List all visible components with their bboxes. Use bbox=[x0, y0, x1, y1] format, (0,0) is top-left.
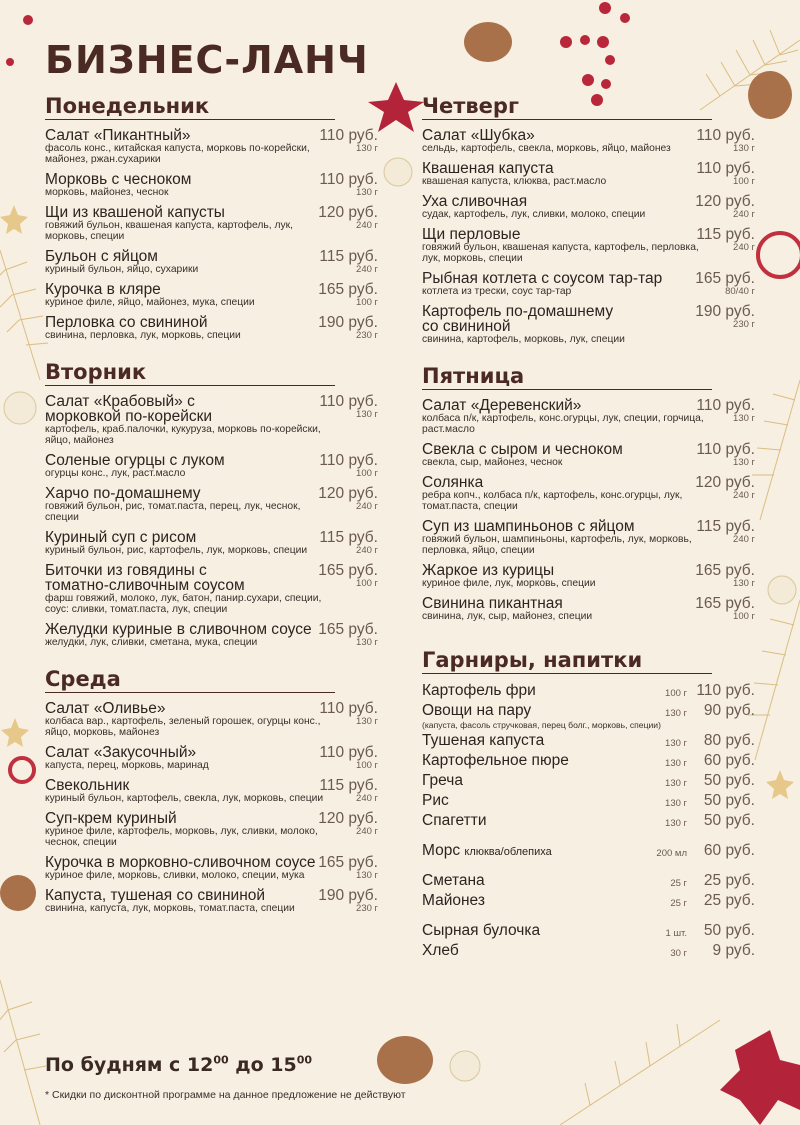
dish-weight: 240 г bbox=[356, 545, 378, 556]
dish-description: сельдь, картофель, свекла, морковь, яйцо, майонез bbox=[422, 143, 671, 154]
dish-weight: 230 г bbox=[356, 330, 378, 341]
dish-name: Салат «Шубка» bbox=[422, 127, 535, 144]
menu-item bbox=[422, 398, 757, 435]
menu-list bbox=[45, 120, 380, 341]
menu-item bbox=[45, 205, 380, 242]
menu-item bbox=[422, 128, 757, 154]
day-section-monday bbox=[45, 94, 380, 341]
dish-price: 165 руб. bbox=[695, 270, 755, 287]
dish-weight: 100 г bbox=[733, 176, 755, 187]
dish-price: 110 руб. bbox=[319, 393, 378, 410]
dish-name: Куриный суп с рисом bbox=[45, 529, 197, 546]
dish-price: 110 руб. bbox=[696, 127, 755, 144]
side-price: 25 руб. bbox=[703, 872, 755, 889]
dish-name: Капуста, тушеная со свининой bbox=[45, 887, 266, 904]
dish-price: 120 руб. bbox=[318, 204, 378, 221]
dish-weight: 240 г bbox=[356, 501, 378, 512]
side-item bbox=[422, 922, 757, 942]
dish-description: свинина, перловка, лук, морковь, специи bbox=[45, 330, 241, 341]
dish-description: колбаса п/к, картофель, конс.огурцы, лук, специи, горчица, раст.масло bbox=[422, 413, 704, 435]
menu-item bbox=[45, 486, 380, 523]
dish-name: Салат «Крабовый» с морковкой по-корейски bbox=[45, 393, 213, 425]
side-price: 50 руб. bbox=[703, 812, 755, 829]
dish-weight: 240 г bbox=[733, 209, 755, 220]
dish-description: куриный бульон, картофель, свекла, лук, морковь, специи bbox=[45, 793, 324, 804]
menu-item bbox=[45, 563, 380, 615]
side-item bbox=[422, 752, 757, 772]
menu-item bbox=[422, 563, 757, 589]
menu-item bbox=[422, 596, 757, 622]
menu-item bbox=[45, 778, 380, 804]
side-name: Рис bbox=[422, 792, 449, 809]
dish-description: котлета из трески, соус тар-тар bbox=[422, 286, 572, 297]
side-item bbox=[422, 732, 757, 752]
dish-price: 120 руб. bbox=[318, 810, 378, 827]
dish-weight: 240 г bbox=[356, 826, 378, 837]
menu-item bbox=[45, 128, 380, 165]
dish-name: Свинина пикантная bbox=[422, 595, 563, 612]
side-weight: 200 мл bbox=[656, 848, 687, 859]
dish-weight: 240 г bbox=[733, 242, 755, 253]
dish-price: 115 руб. bbox=[319, 777, 378, 794]
day-section-thursday bbox=[422, 94, 757, 345]
menu-list bbox=[422, 120, 757, 345]
dish-weight: 230 г bbox=[733, 319, 755, 330]
menu-item bbox=[422, 194, 757, 220]
dish-name: Рыбная котлета с соусом тар-тар bbox=[422, 270, 663, 287]
day-section-tuesday bbox=[45, 360, 380, 648]
dish-name: Квашеная капуста bbox=[422, 160, 554, 177]
dish-name: Щи из квашеной капусты bbox=[45, 204, 225, 221]
dish-weight: 130 г bbox=[733, 578, 755, 589]
dish-weight: 130 г bbox=[356, 187, 378, 198]
day-section-wednesday bbox=[45, 667, 380, 914]
side-price: 110 руб. bbox=[696, 682, 755, 699]
dish-name: Курочка в морковно-сливочном соусе bbox=[45, 854, 316, 871]
dish-price: 110 руб. bbox=[319, 452, 378, 469]
side-price: 50 руб. bbox=[703, 792, 755, 809]
hours-end-minutes: 00 bbox=[296, 1053, 313, 1067]
menu-item bbox=[45, 315, 380, 341]
dish-name: Салат «Пикантный» bbox=[45, 127, 191, 144]
side-price: 9 руб. bbox=[712, 942, 755, 959]
dish-weight: 80/40 г bbox=[725, 286, 755, 297]
dish-description: куриное филе, картофель, морковь, лук, сливки, молоко, чеснок, специи bbox=[45, 826, 318, 848]
menu-item bbox=[45, 811, 380, 848]
hours-mid: до 15 bbox=[228, 1054, 297, 1076]
dish-name: Суп из шампиньонов с яйцом bbox=[422, 518, 635, 535]
dish-name: Бульон с яйцом bbox=[45, 248, 158, 265]
hours-prefix: По будням с 12 bbox=[45, 1054, 214, 1076]
menu-item bbox=[422, 271, 757, 297]
dish-description: судак, картофель, лук, сливки, молоко, специи bbox=[422, 209, 646, 220]
side-weight: 130 г bbox=[665, 738, 687, 749]
dish-description: куриное филе, морковь, сливки, молоко, специи, мука bbox=[45, 870, 305, 881]
dish-price: 165 руб. bbox=[318, 562, 378, 579]
dish-weight: 130 г bbox=[733, 413, 755, 424]
dish-description: фасоль конс., китайская капуста, морковь по-корейски, майонез, ржан.сухарики bbox=[45, 143, 310, 165]
hours-banner bbox=[45, 1054, 312, 1076]
dish-price: 110 руб. bbox=[319, 744, 378, 761]
side-weight: 130 г bbox=[665, 818, 687, 829]
side-item bbox=[422, 872, 757, 892]
dish-name: Картофель по-домашнему со свининой bbox=[422, 303, 614, 335]
side-weight: 1 шт. bbox=[665, 928, 687, 939]
dish-price: 110 руб. bbox=[696, 160, 755, 177]
menu-item bbox=[45, 888, 380, 914]
day-heading: Четверг bbox=[422, 94, 712, 120]
dish-price: 120 руб. bbox=[695, 474, 755, 491]
side-name: Картофельное пюре bbox=[422, 752, 569, 769]
menu-item bbox=[45, 745, 380, 771]
menu-item bbox=[45, 172, 380, 198]
side-weight: 130 г bbox=[665, 758, 687, 769]
dish-description: куриный бульон, яйцо, сухарики bbox=[45, 264, 199, 275]
side-weight: 100 г bbox=[665, 688, 687, 699]
menu-list bbox=[45, 693, 380, 914]
dish-description: говяжий бульон, рис, томат.паста, перец, лук, чеснок, специи bbox=[45, 501, 301, 523]
dish-name: Курочка в кляре bbox=[45, 281, 161, 298]
dish-description: говяжий бульон, квашеная капуста, картофель, лук, морковь, специи bbox=[45, 220, 293, 242]
sides-list bbox=[422, 674, 757, 962]
side-price: 25 руб. bbox=[703, 892, 755, 909]
menu-list bbox=[45, 386, 380, 648]
discount-note: * Скидки по дисконтной программе на данное предложение не действуют bbox=[45, 1089, 406, 1101]
dish-description: куриный бульон, рис, картофель, лук, морковь, специи bbox=[45, 545, 308, 556]
dish-name: Морковь с чесноком bbox=[45, 171, 192, 188]
side-weight: 130 г bbox=[665, 798, 687, 809]
dish-description: капуста, перец, морковь, маринад bbox=[45, 760, 209, 771]
menu-item bbox=[45, 855, 380, 881]
dish-price: 165 руб. bbox=[318, 854, 378, 871]
dish-description: говяжий бульон, квашеная капуста, картофель, перловка, лук, морковь, специи bbox=[422, 242, 699, 264]
dish-name: Жаркое из курицы bbox=[422, 562, 555, 579]
dish-name: Салат «Оливье» bbox=[45, 700, 166, 717]
menu-item bbox=[45, 453, 380, 479]
side-price: 60 руб. bbox=[703, 752, 755, 769]
dish-price: 190 руб. bbox=[318, 314, 378, 331]
menu-item bbox=[45, 622, 380, 648]
dish-description: желудки, лук, сливки, сметана, мука, специи bbox=[45, 637, 258, 648]
day-heading: Понедельник bbox=[45, 94, 335, 120]
dish-description: квашеная капуста, клюква, раст.масло bbox=[422, 176, 607, 187]
dish-description: фарш говяжий, молоко, лук, батон, панир.сухари, специи, соус: сливки, томат.паста, лук, специи bbox=[45, 593, 322, 615]
dish-name: Перловка со свининой bbox=[45, 314, 208, 331]
dish-weight: 240 г bbox=[356, 264, 378, 275]
side-price: 50 руб. bbox=[703, 922, 755, 939]
side-name-sub: клюква/облепиха bbox=[464, 846, 552, 858]
side-item bbox=[422, 812, 757, 832]
dish-name: Щи перловые bbox=[422, 226, 521, 243]
dish-name: Биточки из говядины с томатно-сливочным соусом bbox=[45, 562, 245, 594]
right-column bbox=[422, 94, 757, 962]
side-weight: 130 г bbox=[665, 708, 687, 719]
menu-item bbox=[45, 282, 380, 308]
menu-item bbox=[422, 475, 757, 512]
dish-price: 110 руб. bbox=[696, 397, 755, 414]
side-item bbox=[422, 702, 757, 722]
dish-weight: 240 г bbox=[356, 793, 378, 804]
side-name: Спагетти bbox=[422, 812, 487, 829]
dish-price: 165 руб. bbox=[695, 595, 755, 612]
menu-list bbox=[422, 390, 757, 622]
dish-description: морковь, майонез, чеснок bbox=[45, 187, 169, 198]
day-heading: Пятница bbox=[422, 364, 712, 390]
dish-price: 115 руб. bbox=[696, 226, 755, 243]
side-description: (капуста, фасоль стручковая, перец болг., морковь, специи) bbox=[422, 720, 661, 730]
side-price: 60 руб. bbox=[703, 842, 755, 859]
side-name: Картофель фри bbox=[422, 682, 536, 699]
menu-item bbox=[422, 161, 757, 187]
side-item bbox=[422, 792, 757, 812]
dish-price: 165 руб. bbox=[318, 281, 378, 298]
dish-description: колбаса вар., картофель, зеленый горошек, огурцы конс., яйцо, морковь, майонез bbox=[45, 716, 321, 738]
dish-price: 165 руб. bbox=[695, 562, 755, 579]
dish-price: 115 руб. bbox=[319, 248, 378, 265]
dish-weight: 100 г bbox=[356, 468, 378, 479]
dish-price: 165 руб. bbox=[318, 621, 378, 638]
side-name: Морс bbox=[422, 842, 461, 859]
menu-item bbox=[422, 304, 757, 345]
day-heading: Среда bbox=[45, 667, 335, 693]
sides-section bbox=[422, 648, 757, 962]
dish-description: огурцы конс., лук, раст.масло bbox=[45, 468, 186, 479]
dish-weight: 130 г bbox=[356, 143, 378, 154]
dish-weight: 130 г bbox=[733, 143, 755, 154]
menu-item bbox=[422, 227, 757, 264]
dish-name: Салат «Деревенский» bbox=[422, 397, 582, 414]
side-name: Сырная булочка bbox=[422, 922, 541, 939]
dish-weight: 130 г bbox=[733, 457, 755, 468]
menu-item bbox=[45, 249, 380, 275]
menu-item bbox=[45, 701, 380, 738]
menu-item bbox=[422, 442, 757, 468]
dish-weight: 130 г bbox=[356, 870, 378, 881]
gold-branch-left-icon bbox=[0, 250, 48, 1125]
side-weight: 130 г bbox=[665, 778, 687, 789]
dish-description: свинина, лук, сыр, майонез, специи bbox=[422, 611, 593, 622]
dish-price: 110 руб. bbox=[696, 441, 755, 458]
side-name: Овощи на пару bbox=[422, 702, 532, 719]
sides-heading: Гарниры, напитки bbox=[422, 648, 712, 674]
side-weight: 25 г bbox=[670, 898, 687, 909]
page-title: БИЗНЕС-ЛАНЧ bbox=[45, 38, 369, 82]
dish-name: Уха сливочная bbox=[422, 193, 528, 210]
dish-description: говяжий бульон, шампиньоны, картофель, лук, морковь, перловка, яйцо, специи bbox=[422, 534, 692, 556]
dish-description: ребра копч., колбаса п/к, картофель, конс.огурцы, лук, томат.паста, специи bbox=[422, 490, 683, 512]
side-name: Майонез bbox=[422, 892, 485, 909]
menu-item bbox=[45, 530, 380, 556]
dish-description: куриное филе, яйцо, майонез, мука, специи bbox=[45, 297, 255, 308]
dish-price: 110 руб. bbox=[319, 700, 378, 717]
side-item bbox=[422, 892, 757, 912]
dish-weight: 130 г bbox=[356, 409, 378, 420]
dish-weight: 130 г bbox=[356, 716, 378, 727]
dish-name: Соленые огурцы с луком bbox=[45, 452, 225, 469]
dish-description: куриное филе, лук, морковь, специи bbox=[422, 578, 596, 589]
dish-price: 110 руб. bbox=[319, 127, 378, 144]
side-name: Хлеб bbox=[422, 942, 459, 959]
left-column bbox=[45, 94, 380, 914]
dish-name: Салат «Закусочный» bbox=[45, 744, 197, 761]
dish-description: свинина, картофель, морковь, лук, специи bbox=[422, 334, 625, 345]
dish-weight: 100 г bbox=[733, 611, 755, 622]
side-item bbox=[422, 942, 757, 962]
side-weight: 25 г bbox=[670, 878, 687, 889]
dish-name: Свекла с сыром и чесноком bbox=[422, 441, 623, 458]
dish-price: 115 руб. bbox=[319, 529, 378, 546]
side-weight: 30 г bbox=[670, 948, 687, 959]
side-name: Сметана bbox=[422, 872, 485, 889]
side-item bbox=[422, 682, 757, 702]
side-price: 50 руб. bbox=[703, 772, 755, 789]
dish-price: 120 руб. bbox=[695, 193, 755, 210]
dish-weight: 240 г bbox=[733, 490, 755, 501]
dish-description: свекла, сыр, майонез, чеснок bbox=[422, 457, 563, 468]
side-name: Тушеная капуста bbox=[422, 732, 545, 749]
hours-start-minutes: 00 bbox=[213, 1053, 229, 1067]
dish-weight: 240 г bbox=[733, 534, 755, 545]
side-price: 90 руб. bbox=[703, 702, 755, 719]
dish-description: свинина, капуста, лук, морковь, томат.паста, специи bbox=[45, 903, 295, 914]
side-name: Греча bbox=[422, 772, 463, 789]
menu-item bbox=[45, 394, 380, 446]
dish-price: 115 руб. bbox=[696, 518, 755, 535]
dish-name: Суп-крем куриный bbox=[45, 810, 177, 827]
dish-weight: 240 г bbox=[356, 220, 378, 231]
dish-name: Харчо по-домашнему bbox=[45, 485, 201, 502]
side-item bbox=[422, 772, 757, 792]
dish-weight: 100 г bbox=[356, 578, 378, 589]
dish-weight: 100 г bbox=[356, 297, 378, 308]
dish-weight: 100 г bbox=[356, 760, 378, 771]
dish-price: 120 руб. bbox=[318, 485, 378, 502]
dish-price: 190 руб. bbox=[318, 887, 378, 904]
dish-name: Желудки куриные в сливочном соусе bbox=[45, 621, 312, 638]
day-section-friday bbox=[422, 364, 757, 622]
dish-weight: 130 г bbox=[356, 637, 378, 648]
dish-price: 110 руб. bbox=[319, 171, 378, 188]
side-price: 80 руб. bbox=[703, 732, 755, 749]
dish-description: картофель, краб.палочки, кукуруза, морковь по-корейски, яйцо, майонез bbox=[45, 424, 321, 446]
menu-item bbox=[422, 519, 757, 556]
dish-name: Солянка bbox=[422, 474, 484, 491]
side-item bbox=[422, 842, 757, 862]
dish-name: Свекольник bbox=[45, 777, 130, 794]
dish-price: 190 руб. bbox=[695, 303, 755, 320]
dish-weight: 230 г bbox=[356, 903, 378, 914]
day-heading: Вторник bbox=[45, 360, 335, 386]
